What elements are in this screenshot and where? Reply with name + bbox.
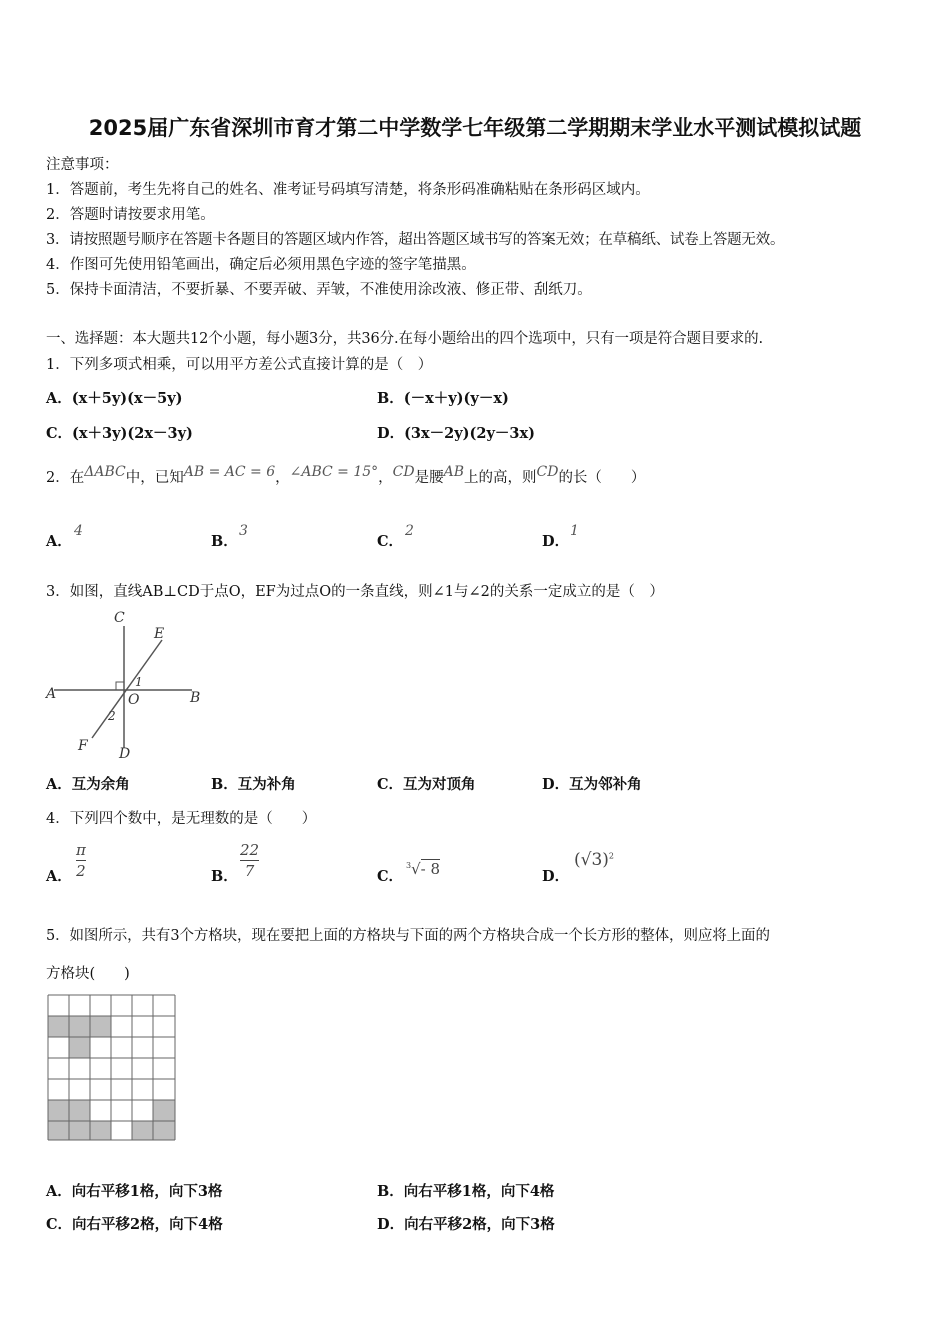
q3-figure: [44, 606, 214, 764]
numerator: π: [76, 841, 86, 859]
q4-option-b-fraction: [240, 840, 259, 881]
notice-heading: 注意事项：: [46, 157, 119, 173]
q5-option-b: B．向右平移1格，向下4格: [377, 1183, 555, 1200]
denominator: 7: [240, 860, 259, 881]
q1-option-a: A．(x＋5y)(x－5y): [46, 390, 183, 407]
label-c: C: [114, 610, 125, 626]
bottom-left-block-cell: [90, 1121, 111, 1140]
section-header: 一、选择题：本大题共12个小题，每小题3分，共36分.在每小题给出的四个选项中，只有一项是符合题目要求的.: [46, 331, 764, 347]
label-angle-1: 1: [135, 675, 143, 689]
question-5-stem: 5．如图所示，共有3个方格块，现在要把上面的方格块与下面的两个方格块合成一个长方形的整体，则应将上面的: [46, 928, 770, 944]
q1-option-c: C．(x＋3y)(2x－3y): [46, 425, 193, 442]
numerator: 22: [240, 841, 260, 859]
q3-option-d: D．互为邻补角: [542, 776, 642, 793]
q3-option-a: A．互为余角: [46, 776, 130, 793]
label-d: D: [119, 746, 131, 762]
q2-option-c-label: C．: [377, 533, 404, 550]
q1-option-b: B．(－x＋y)(y－x): [377, 390, 509, 407]
radical-sign: √: [411, 860, 421, 878]
q2-option-c-value: 2: [405, 523, 414, 539]
q5-option-a: A．向右平移1格，向下3格: [46, 1183, 223, 1200]
top-block-cell: [69, 1016, 90, 1037]
top-block-cell: [69, 1037, 90, 1058]
q4-option-a-fraction: [76, 840, 86, 881]
q2-option-d-value: 1: [570, 523, 579, 539]
power-exponent: 2: [608, 851, 615, 861]
power-base: (√3): [574, 850, 609, 870]
q4-option-b-label: B．: [211, 868, 238, 885]
right-angle-mark: [116, 682, 124, 690]
question-3-stem: 3．如图，直线AB⊥CD于点O，EF为过点O的一条直线，则∠1与∠2的关系一定成立的是（ ）: [46, 584, 664, 600]
notice-item: 4．作图可先使用铅笔画出，确定后必须用黑色字迹的签字笔描黑。: [46, 257, 476, 273]
radical-index: 3: [406, 861, 412, 870]
notice-item: 3．请按照题号顺序在答题卡各题目的答题区域内作答，超出答题区域书写的答案无效；在草稿纸、试卷上答题无效。: [46, 232, 785, 248]
bottom-right-block-cell: [132, 1121, 153, 1140]
bottom-left-block-cell: [48, 1121, 69, 1140]
question-2-stem: 2．在ΔABC中，已知AB = AC = 6，∠ABC = 15°，CD是腰AB上的高，则CD的长（ ）: [46, 464, 646, 486]
label-b: B: [190, 690, 201, 706]
q4-option-c-radical: [406, 860, 440, 878]
q5-grid-figure: [47, 994, 177, 1142]
q3-option-c: C．互为对顶角: [377, 776, 476, 793]
q2-option-a-value: 4: [74, 523, 83, 539]
q2-option-d-label: D．: [542, 533, 570, 550]
denominator: 2: [76, 862, 86, 880]
question-1-stem: 1．下列多项式相乘，可以用平方差公式直接计算的是（ ）: [46, 357, 433, 373]
page-title: 2025届广东省深圳市育才第二中学数学七年级第二学期期末学业水平测试模拟试题: [88, 116, 862, 140]
q4-option-d-label: D．: [542, 868, 570, 885]
notice-item: 5．保持卡面清洁，不要折暴、不要弄破、弄皱，不准使用涂改液、修正带、刮纸刀。: [46, 282, 592, 298]
q2-option-b-label: B．: [211, 533, 238, 550]
q2-option-a-label: A．: [46, 533, 72, 550]
bottom-left-block-cell: [48, 1100, 69, 1121]
q4-option-a-label: A．: [46, 868, 72, 885]
q1-option-d: D．(3x－2y)(2y－3x): [377, 425, 536, 442]
question-5-stem-continued: 方格块( ): [46, 966, 130, 982]
q5-option-d: D．向右平移2格，向下3格: [377, 1216, 555, 1233]
q4-option-d-expression: [574, 850, 614, 870]
q4-option-c-label: C．: [377, 868, 404, 885]
top-block-cell: [48, 1016, 69, 1037]
bottom-left-block-cell: [69, 1121, 90, 1140]
label-e: E: [154, 626, 165, 642]
label-o: O: [128, 692, 140, 708]
q5-option-c: C．向右平移2格，向下4格: [46, 1216, 223, 1233]
label-a: A: [46, 686, 57, 702]
notice-item: 1．答题前，考生先将自己的姓名、准考证号码填写清楚，将条形码准确粘贴在条形码区域内。: [46, 182, 650, 198]
top-block-cell: [90, 1016, 111, 1037]
notice-item: 2．答题时请按要求用笔。: [46, 207, 215, 223]
bottom-left-block-cell: [69, 1100, 90, 1121]
question-4-stem: 4．下列四个数中，是无理数的是（ ）: [46, 811, 317, 827]
radicand: - 8: [420, 860, 441, 878]
bottom-right-block-cell: [153, 1121, 175, 1140]
label-f: F: [78, 738, 88, 754]
line-ef: [92, 640, 162, 738]
q2-option-b-value: 3: [239, 523, 248, 539]
bottom-right-block-cell: [153, 1100, 175, 1121]
label-angle-2: 2: [108, 709, 116, 723]
q3-option-b: B．互为补角: [211, 776, 296, 793]
